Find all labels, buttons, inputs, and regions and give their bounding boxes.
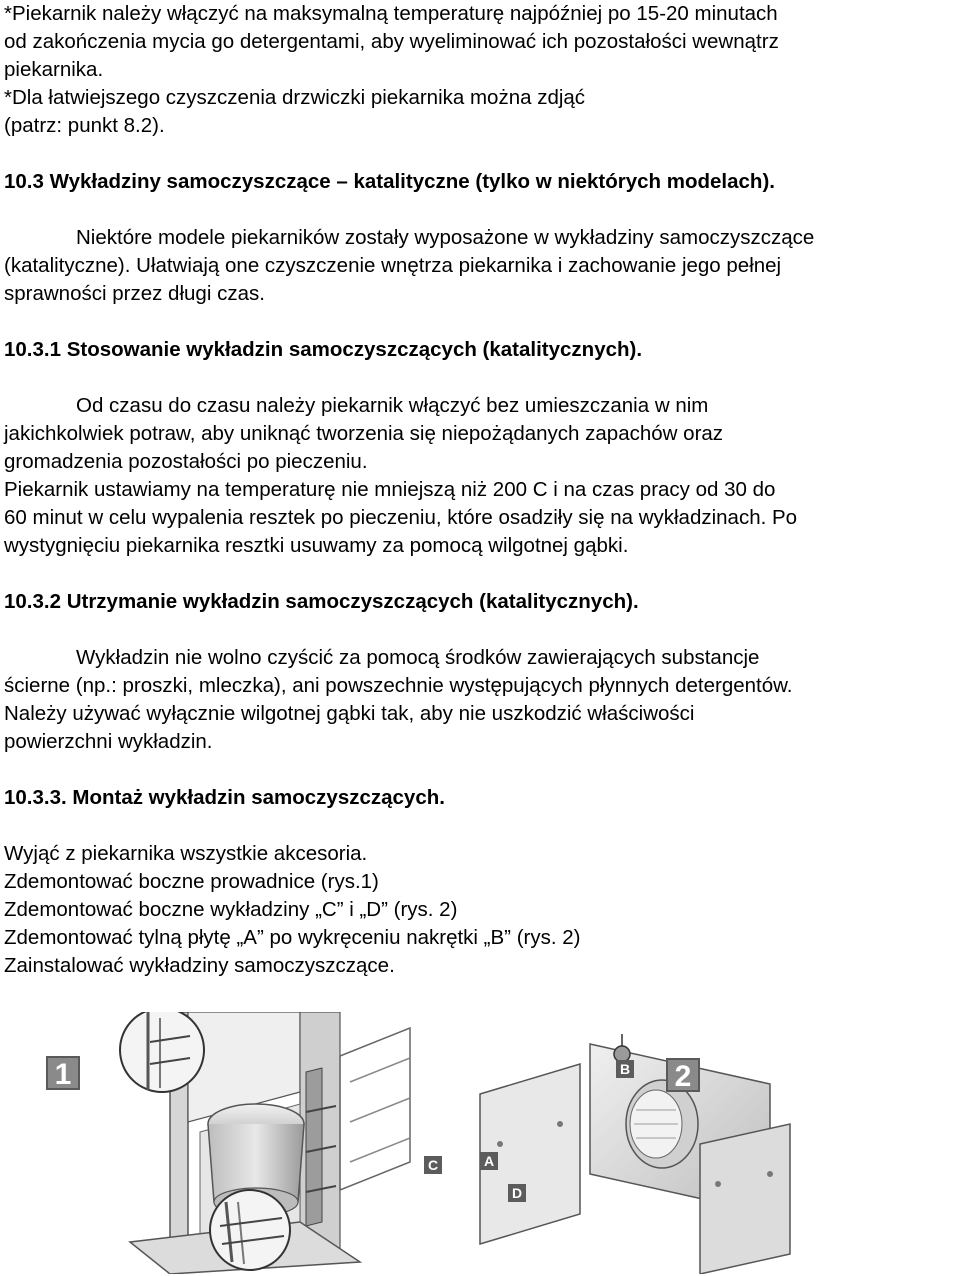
paragraph-line: Niektóre modele piekarników zostały wyposażone w wykładziny samoczyszczące [76,226,815,249]
paragraph-line: Piekarnik ustawiamy na temperaturę nie mniejszą niż 200 C i na czas pracy od 30 do [4,478,776,501]
section-heading-10-3-1: 10.3.1 Stosowanie wykładzin samoczyszczących (katalitycznych). [4,338,643,361]
paragraph-line: powierzchni wykładzin. [4,730,213,753]
part-label-b: B [616,1060,634,1078]
intro-line: piekarnika. [4,58,104,81]
intro-line: *Dla łatwiejszego czyszczenia drzwiczki piekarnika można zdjąć [4,86,586,109]
paragraph-line: wystygnięciu piekarnika resztki usuwamy za pomocą wilgotnej gąbki. [4,534,629,557]
step-item: Wyjąć z piekarnika wszystkie akcesoria. [4,842,368,865]
step-item: Zdemontować boczne prowadnice (rys.1) [4,870,379,893]
step-item: Zdemontować tylną płytę „A” po wykręceniu nakrętki „B” (rys. 2) [4,926,581,949]
section-heading-10-3: 10.3 Wykładziny samoczyszczące – katalityczne (tylko w niektórych modelach). [4,170,775,193]
intro-line: od zakończenia mycia go detergentami, aby wyeliminować ich pozostałości wewnątrz [4,30,779,53]
step-item: Zdemontować boczne wykładziny „C” i „D” (rys. 2) [4,898,458,921]
paragraph-line: Wykładzin nie wolno czyścić za pomocą środków zawierających substancje [76,646,760,669]
section-heading-10-3-3: 10.3.3. Montaż wykładzin samoczyszczących. [4,786,445,809]
figure-1-label: 1 [46,1056,80,1090]
paragraph-line: 60 minut w celu wypalenia resztek po pieczeniu, które osadziły się na wykładzinach. Po [4,506,798,529]
intro-line: (patrz: punkt 8.2). [4,114,165,137]
paragraph-line: Od czasu do czasu należy piekarnik włączyć bez umieszczania w nim [76,394,709,417]
paragraph-line: ścierne (np.: proszki, mleczka), ani powszechnie występujących płynnych detergentów. [4,674,793,697]
figure-2-liner-illustration [470,1024,800,1274]
figure-2-label: 2 [666,1058,700,1092]
paragraph-line: gromadzenia pozostałości po pieczeniu. [4,450,368,473]
part-label-d: D [508,1184,526,1202]
paragraph-line: Należy używać wyłącznie wilgotnej gąbki tak, aby nie uszkodzić właściwości [4,702,695,725]
step-item: Zainstalować wykładziny samoczyszczące. [4,954,395,977]
paragraph-line: jakichkolwiek potraw, aby uniknąć tworzenia się niepożądanych zapachów oraz [4,422,724,445]
figure-1-oven-illustration [110,1012,440,1274]
part-label-c: C [424,1156,442,1174]
intro-line: *Piekarnik należy włączyć na maksymalną temperaturę najpóźniej po 15-20 minutach [4,2,778,25]
paragraph-line: sprawności przez długi czas. [4,282,265,305]
document-page [4,0,958,980]
part-label-a: A [480,1152,498,1170]
section-heading-10-3-2: 10.3.2 Utrzymanie wykładzin samoczyszczących (katalitycznych). [4,590,639,613]
figures-area [0,1010,960,1276]
paragraph-line: (katalityczne). Ułatwiają one czyszczenie wnętrza piekarnika i zachowanie jego pełnej [4,254,782,277]
